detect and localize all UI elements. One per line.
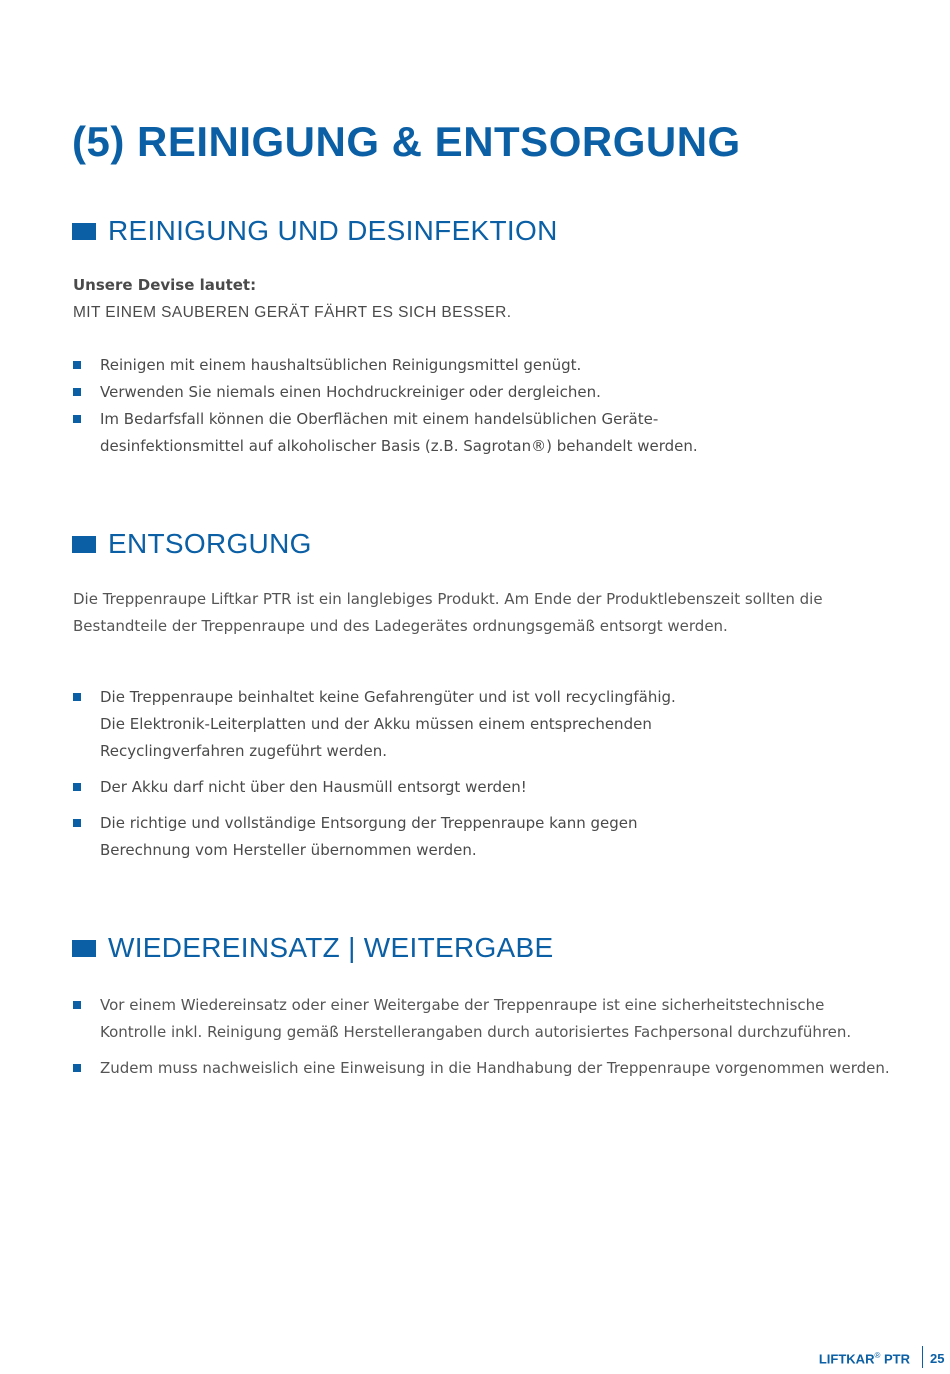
footer-brand-suffix: PTR (884, 1351, 910, 1367)
section-heading-text: WIEDEREINSATZ | WEITERGABE (108, 932, 554, 963)
list-item (73, 992, 890, 1046)
list-item-text: Reinigen mit einem haushaltsüblichen Reinigungsmittel genügt. (100, 356, 582, 374)
square-bullet-icon (73, 819, 81, 827)
list-item-text: Die Elektronik-Leiterplatten und der Akku müssen einem entsprechenden (100, 715, 652, 733)
list-item-text: Die Treppenraupe beinhaltet keine Gefahrengüter und ist voll recyclingfähig. (100, 688, 676, 706)
section-heading-entsorgung (72, 527, 312, 561)
section-heading-text: ENTSORGUNG (108, 528, 312, 559)
list-item (73, 774, 676, 801)
list-item (73, 684, 676, 765)
list-item-text: Der Akku darf nicht über den Hausmüll entsorgt werden! (100, 778, 527, 796)
footer-brand-name: LIFTKAR (818, 1351, 875, 1367)
list-item-text: Im Bedarfsfall können die Oberflächen mit einem handelsüblichen Geräte- (100, 410, 659, 428)
list-item (73, 1055, 890, 1082)
bullet-list-entsorgung (73, 684, 676, 864)
bullet-list-reinigung (73, 352, 698, 460)
motto-text: MIT EINEM SAUBEREN GERÄT FÄHRT ES SICH BESSER. (73, 304, 512, 321)
section-square-icon (72, 536, 96, 553)
paragraph-line: Bestandteile der Treppenraupe und des Ladegerätes ordnungsgemäß entsorgt werden. (73, 617, 728, 635)
page-footer (0, 1346, 950, 1374)
bullet-list-wiedereinsatz (73, 992, 890, 1082)
square-bullet-icon (73, 388, 81, 396)
square-bullet-icon (73, 361, 81, 369)
page-number: 25 (930, 1351, 945, 1366)
list-item-text: Zudem muss nachweislich eine Einweisung in die Handhabung der Treppenraupe vorgenommen werden. (100, 1059, 890, 1077)
list-item (73, 379, 698, 406)
footer-divider (922, 1346, 923, 1368)
section-square-icon (72, 940, 96, 957)
square-bullet-icon (73, 783, 81, 791)
square-bullet-icon (73, 1001, 81, 1009)
square-bullet-icon (73, 415, 81, 423)
entsorgung-paragraph (73, 586, 823, 640)
section-heading-text: REINIGUNG UND DESINFEKTION (108, 215, 558, 246)
motto-label: Unsere Devise lautet: (73, 276, 257, 294)
list-item-text: desinfektionsmittel auf alkoholischer Basis (z.B. Sagrotan®) behandelt werden. (100, 437, 698, 455)
section-heading-reinigung (72, 214, 558, 248)
square-bullet-icon (73, 1064, 81, 1072)
list-item-text: Kontrolle inkl. Reinigung gemäß Herstellerangaben durch autorisiertes Fachpersonal durchzuführen. (100, 1023, 852, 1041)
section-heading-wiedereinsatz (72, 931, 553, 965)
list-item-text: Die richtige und vollständige Entsorgung der Treppenraupe kann gegen (100, 814, 638, 832)
section-square-icon (72, 223, 96, 240)
list-item-text: Vor einem Wiedereinsatz oder einer Weitergabe der Treppenraupe ist eine sicherheitstechnische (100, 996, 825, 1014)
motto (73, 272, 511, 326)
list-item (73, 406, 698, 460)
square-bullet-icon (73, 693, 81, 701)
paragraph-line: Die Treppenraupe Liftkar PTR ist ein langlebiges Produkt. Am Ende der Produktlebenszeit sollten die (73, 590, 823, 608)
list-item-text: Verwenden Sie niemals einen Hochdruckreiniger oder dergleichen. (100, 383, 601, 401)
footer-brand-reg: ® (874, 1351, 881, 1360)
list-item (73, 810, 676, 864)
footer-brand (819, 1351, 910, 1366)
page-title: (5) REINIGUNG & ENTSORGUNG (72, 118, 741, 165)
list-item (73, 352, 698, 379)
list-item-text: Recyclingverfahren zugeführt werden. (100, 742, 387, 760)
list-item-text: Berechnung vom Hersteller übernommen werden. (100, 841, 477, 859)
